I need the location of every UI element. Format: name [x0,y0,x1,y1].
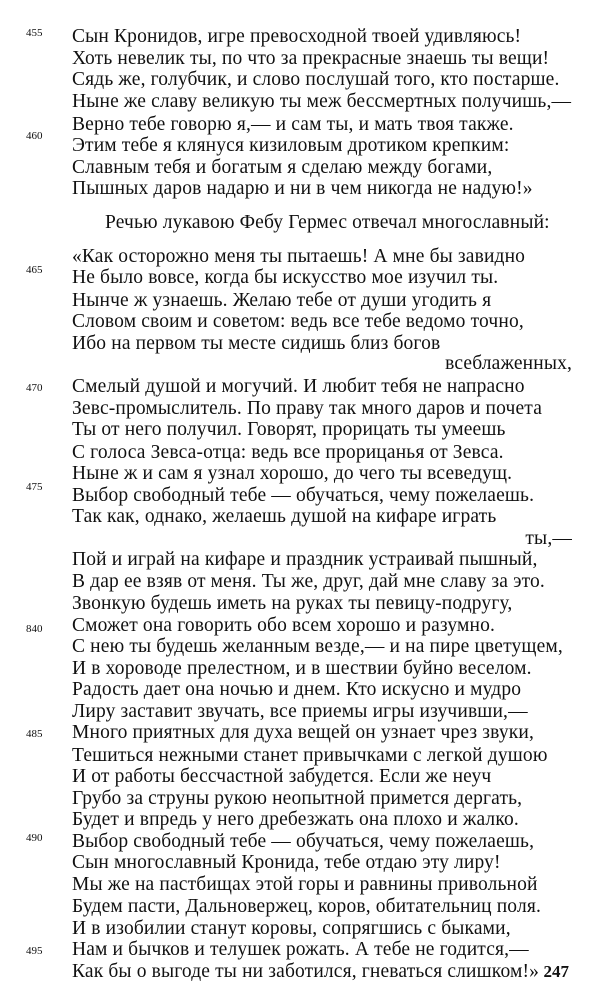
verse-line: Сын Кронидов, игре превосходной твоей удивляюсь! [72,25,522,47]
verse-line: Как бы о выгоде ты ни заботился, гневаться слишком!» [72,961,540,983]
page-number: 247 [543,962,569,981]
line-number: 475 [26,481,43,493]
verse-line: В дар ее взяв от меня. Ты же, друг, дай мне славу за это. [72,571,545,593]
verse-line: Зевс-промыслитель. По праву так много даров и почета [72,398,543,420]
verse-line: Нынче ж узнаешь. Желаю тебе от души угодить я [72,289,492,311]
verse-line: Не было вовсе, когда бы искусство мое изучил ты. [72,267,499,289]
line-number: 490 [26,832,43,845]
line-number: 460 [26,129,43,142]
verse-line-continuation: всеблаженных, [445,353,572,375]
verse-line: С нею ты будешь желанным везде,— и на пире цветущем, [72,635,563,657]
verse-line: Тешиться нежными станет привычками с легкой душою [72,744,548,766]
line-number: 470 [26,381,43,394]
verse-line: Выбор свободный тебе — обучаться, чему пожелаешь, [72,831,535,853]
verse-line-continuation: ты,— [525,528,572,550]
verse-line: Сядь же, голубчик, и слово послушай того, кто постарше. [72,69,560,91]
verse-line: Много приятных для духа вещей он узнает чрез звуки, [72,722,534,744]
verse-line: Ибо на первом ты месте сидишь близ богов [72,332,441,354]
verse-line: Сможет она говорить обо всем хорошо и разумно. [72,614,496,636]
verse-line: Выбор свободный тебе — обучаться, чему пожелаешь. [72,484,535,506]
verse-line: Смелый душой и могучий. И любит тебя не напрасно [72,376,525,398]
verse-line: «Как осторожно меня ты пытаешь! А мне бы завидно [72,246,526,268]
verse-line: Ныне ж и сам я узнал хорошо, до чего ты всеведущ. [72,462,513,484]
verse-line: И в изобилии станут коровы, сопрягшись с быками, [72,917,511,939]
line-number: 495 [26,944,43,957]
verse-line: Будем пасти, Дальновержец, коров, обитательниц поля. [72,895,541,917]
verse-line: Верно тебе говорю я,— и сам ты, и мать твоя также. [72,113,514,135]
verse-line: И от работы бессчастной забудется. Если же неуч [72,765,492,787]
narrative-line: Речью лукавою Фебу Гермес отвечал многославный: [105,211,550,233]
verse-line: Пой и играй на кифаре и праздник устраивай пышный, [72,549,538,571]
line-number: 485 [26,728,43,741]
verse-line: Нам и бычков и телушек рожать. А тебе не годится,— [72,938,529,960]
verse-line: Сын многославный Кронида, тебе отдаю эту лиру! [72,852,501,874]
verse-line: Славным тебя и богатым я сделаю между богами, [72,156,493,178]
verse-line: И в хороводе прелестном, и в шествии буйно веселом. [72,658,532,679]
verse-line: Звонкую будешь иметь на руках ты певицу-подругу, [72,592,513,614]
line-number: 840 [26,623,43,636]
verse-line: Ты от него получил. Говорят, прорицать ты умеешь [72,419,506,441]
verse-line: Радость дает она ночью и днем. Кто искусно и мудро [72,679,522,701]
verse-line: Хоть невелик ты, по что за прекрасные знаешь ты вещи! [72,48,550,70]
verse-line: Пышных даров надарю и ни в чем никогда не надую!» [72,177,533,199]
line-number: 455 [26,26,43,39]
line-number: 465 [26,263,43,276]
verse-line: Словом своим и советом: ведь все тебе ведомо точно, [72,310,524,332]
verse-line: Так как, однако, желаешь душой на кифаре играть [72,506,497,527]
verse-line: Этим тебе я клянуся кизиловым дротиком крепким: [72,134,510,156]
verse-line: Ныне же славу великую ты меж бессмертных получишь,— [72,91,572,113]
verse-line: Мы же на пастбищах этой горы и равнины привольной [72,874,538,896]
verse-line: С голоса Зевса-отца: ведь все прорицанья от Зевса. [72,441,504,463]
verse-line: Грубо за струны рукою неопытной примется дергать, [72,787,523,809]
verse-line: Будет и впредь у него дребезжать она плохо и жалко. [72,809,519,831]
verse-line: Лиру заставит звучать, все приемы игры изучивши,— [72,701,528,723]
